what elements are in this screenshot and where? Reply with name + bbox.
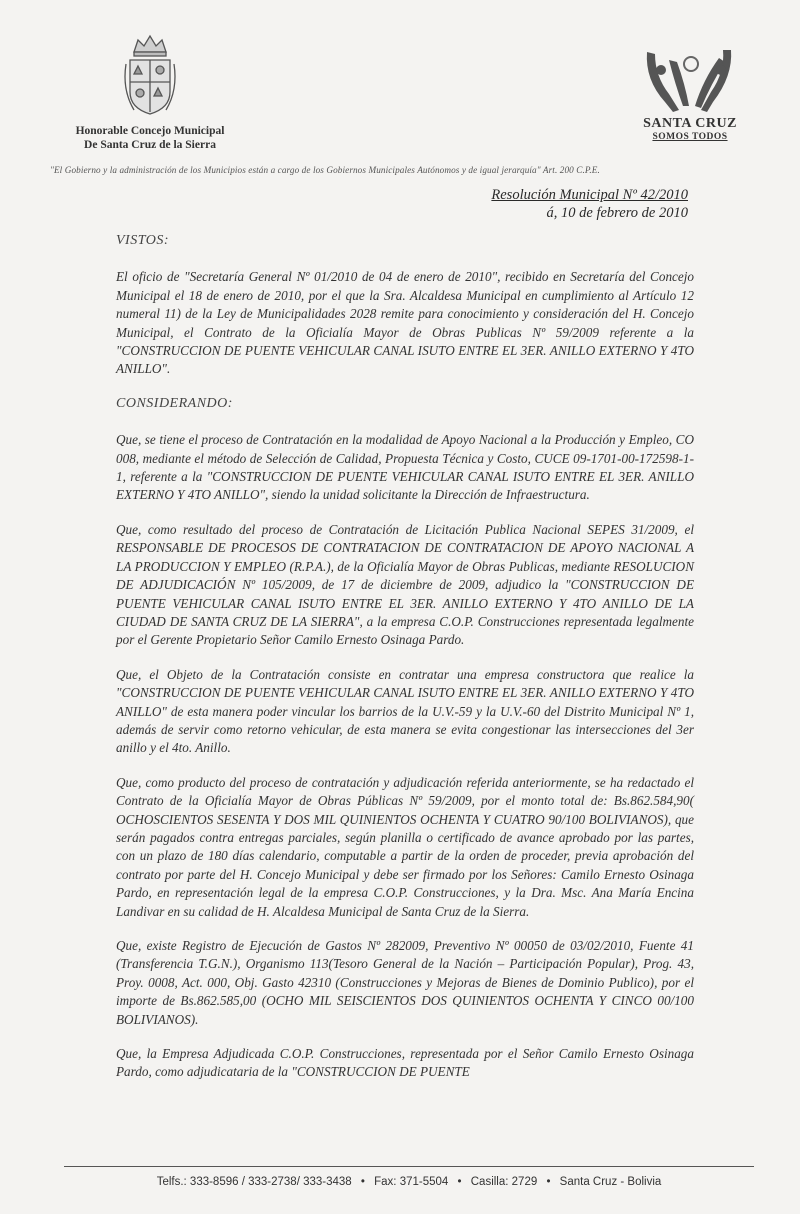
- santa-cruz-people-icon: [635, 40, 745, 120]
- bullet-icon: •: [360, 1176, 365, 1188]
- resolution-date: á, 10 de febrero de 2010: [546, 205, 688, 221]
- considerando-paragraph: Que, se tiene el proceso de Contratación en la modalidad de Apoyo Nacional a la Producción y Empleo, CO 008, mediante el método de Selección de Calidad, Propuesta Técnica y Costo, CUCE 09-1701-00-172598-1-1, referente a la "CONSTRUCCION DE PUENTE VEHICULAR CANAL ISUTO ENTRE EL 3ER. ANILLO EXTERNO Y 4TO ANILLO", siendo la unidad solicitante la Dirección de Infraestructura.: [116, 432, 694, 503]
- bullet-icon: •: [546, 1176, 551, 1188]
- constitution-quote: "El Gobierno y la administración de los Municipios están a cargo de los Gobiernos Municipales Autónomos y de igual jerarquía" Art. 200 C.P.E.: [50, 165, 600, 175]
- footer-phones: Telfs.: 333-8596 / 333-2738/ 333-3438: [156, 1176, 352, 1188]
- considerando-paragraph: Que, como producto del proceso de contratación y adjudicación referida anteriormente, se ha redactado el Contrato de la Oficialía Mayor de Obras Públicas Nº 59/2009, por el monto total de: Bs.862.584,90( OCHOSCIENTOS SESENTA Y DOS MIL QUINIENTOS OCHENTA Y CUATRO 90/100 BOLIVIANOS), que serán pagados contra entregas parciales, según planilla o certificado de avance aprobado por las partes, con un plazo de 180 días calendario, computable a partir de la orden de proceder, previa aprobación del contrato por parte del H. Concejo Municipal y debe ser firmado por los Señores: Camilo Ernesto Osinaga Pardo, en representación legal de la empresa C.O.P. Construcciones, y la Dra. Msc. Ana María Encina Landivar en su calidad de H. Alcaldesa Municipal de Santa Cruz de la Sierra.: [116, 774, 694, 919]
- vistos-paragraph: El oficio de "Secretaría General Nº 01/2010 de 04 de enero de 2010", recibido en Secretaría del Concejo Municipal el 18 de enero de 2010, por el que la Sra. Alcaldesa Municipal en cumplimiento al Artículo 12 numeral 11) de la Ley de Municipalidades 2028 remite para conocimiento y consideración del H. Concejo Municipal, el Contrato de la Oficialía Mayor de Obras Publicas Nº 59/2009 referente a la "CONSTRUCCION DE PUENTE VEHICULAR CANAL ISUTO ENTRE EL 3ER. ANILLO EXTERNO Y 4TO ANILLO".: [116, 269, 694, 377]
- considerando-paragraph: Que, el Objeto de la Contratación consiste en contratar una empresa constructora que realice la "CONSTRUCCION DE PUENTE VEHICULAR CANAL ISUTO ENTRE EL 3ER. ANILLO EXTERNO Y 4TO ANILLO" de esta manera poder vincular los barrios de la U.V.-59 y la U.V.-60 del Distrito Municipal Nº 1, además de servir como retorno vehicular, de esta manera se evita congestionar las intersecciones del 3er anillo y el 4to. Anillo.: [116, 666, 694, 756]
- document-body: [116, 232, 694, 1098]
- coat-of-arms-icon: [120, 30, 180, 120]
- footer-divider: [64, 1166, 754, 1167]
- council-name-line1: Honorable Concejo Municipal: [75, 125, 225, 137]
- bullet-icon: •: [457, 1176, 462, 1188]
- resolution-title: Resolución Municipal Nº 42/2010: [491, 187, 688, 203]
- footer-fax: Fax: 371-5504: [374, 1176, 449, 1188]
- considerando-paragraph: Que, existe Registro de Ejecución de Gastos Nº 282009, Preventivo Nº 00050 de 03/02/2010, Fuente 41 (Transferencia T.G.N.), Organismo 113(Tesoro General de la Nación – Participación Popular), Prog. 43, Proy. 0008, Act. 000, Obj. Gasto 42310 (Construcciones y Mejoras de Bienes de Dominio Publico), por el importe de Bs.862.585,00 (OCHO MIL SEISCIENTOS DOS QUINIENTOS OCHENTA Y CINCO 00/100 BOLIVIANOS).: [116, 938, 694, 1027]
- logo-slogan: SOMOS TODOS: [652, 132, 728, 142]
- council-name-line2: De Santa Cruz de la Sierra: [84, 139, 216, 151]
- vistos-heading: VISTOS:: [116, 233, 170, 248]
- santa-cruz-logo: [630, 40, 750, 142]
- logo-name: SANTA CRUZ: [643, 116, 737, 131]
- considerando-paragraph: Que, la Empresa Adjudicada C.O.P. Construcciones, representada por el Señor Camilo Ernesto Osinaga Pardo, como adjudicataria de la "CONSTRUCCION DE PUENTE: [116, 1046, 694, 1080]
- footer-city: Santa Cruz - Bolivia: [559, 1176, 662, 1188]
- footer-box: Casilla: 2729: [470, 1176, 538, 1188]
- considerando-paragraph: Que, como resultado del proceso de Contratación de Licitación Publica Nacional SEPES 31/2009, el RESPONSABLE DE PROCESOS DE CONTRATACION DE CONTRATACION DE APOYO NACIONAL A LA PRODUCCION Y EMPLEO (R.P.A.), de la Oficialía Mayor de Obras Publicas, mediante RESOLUCION DE ADJUDICACIÓN Nº 105/2009, de 17 de diciembre de 2009, adjudico la "CONSTRUCCION DE PUENTE VEHICULAR CANAL ISUTO ENTRE EL 3ER. ANILLO EXTERNO Y 4TO ANILLO DE LA CIUDAD DE SANTA CRUZ DE LA SIERRA", a la empresa C.O.P. Construcciones representada legalmente por el Gerente Propietario Señor Camilo Ernesto Osinaga Pardo.: [116, 521, 694, 648]
- considerando-heading: CONSIDERANDO:: [116, 395, 233, 411]
- resolution-header: [491, 186, 688, 222]
- footer-contact: [64, 1176, 754, 1188]
- council-header: [50, 30, 250, 152]
